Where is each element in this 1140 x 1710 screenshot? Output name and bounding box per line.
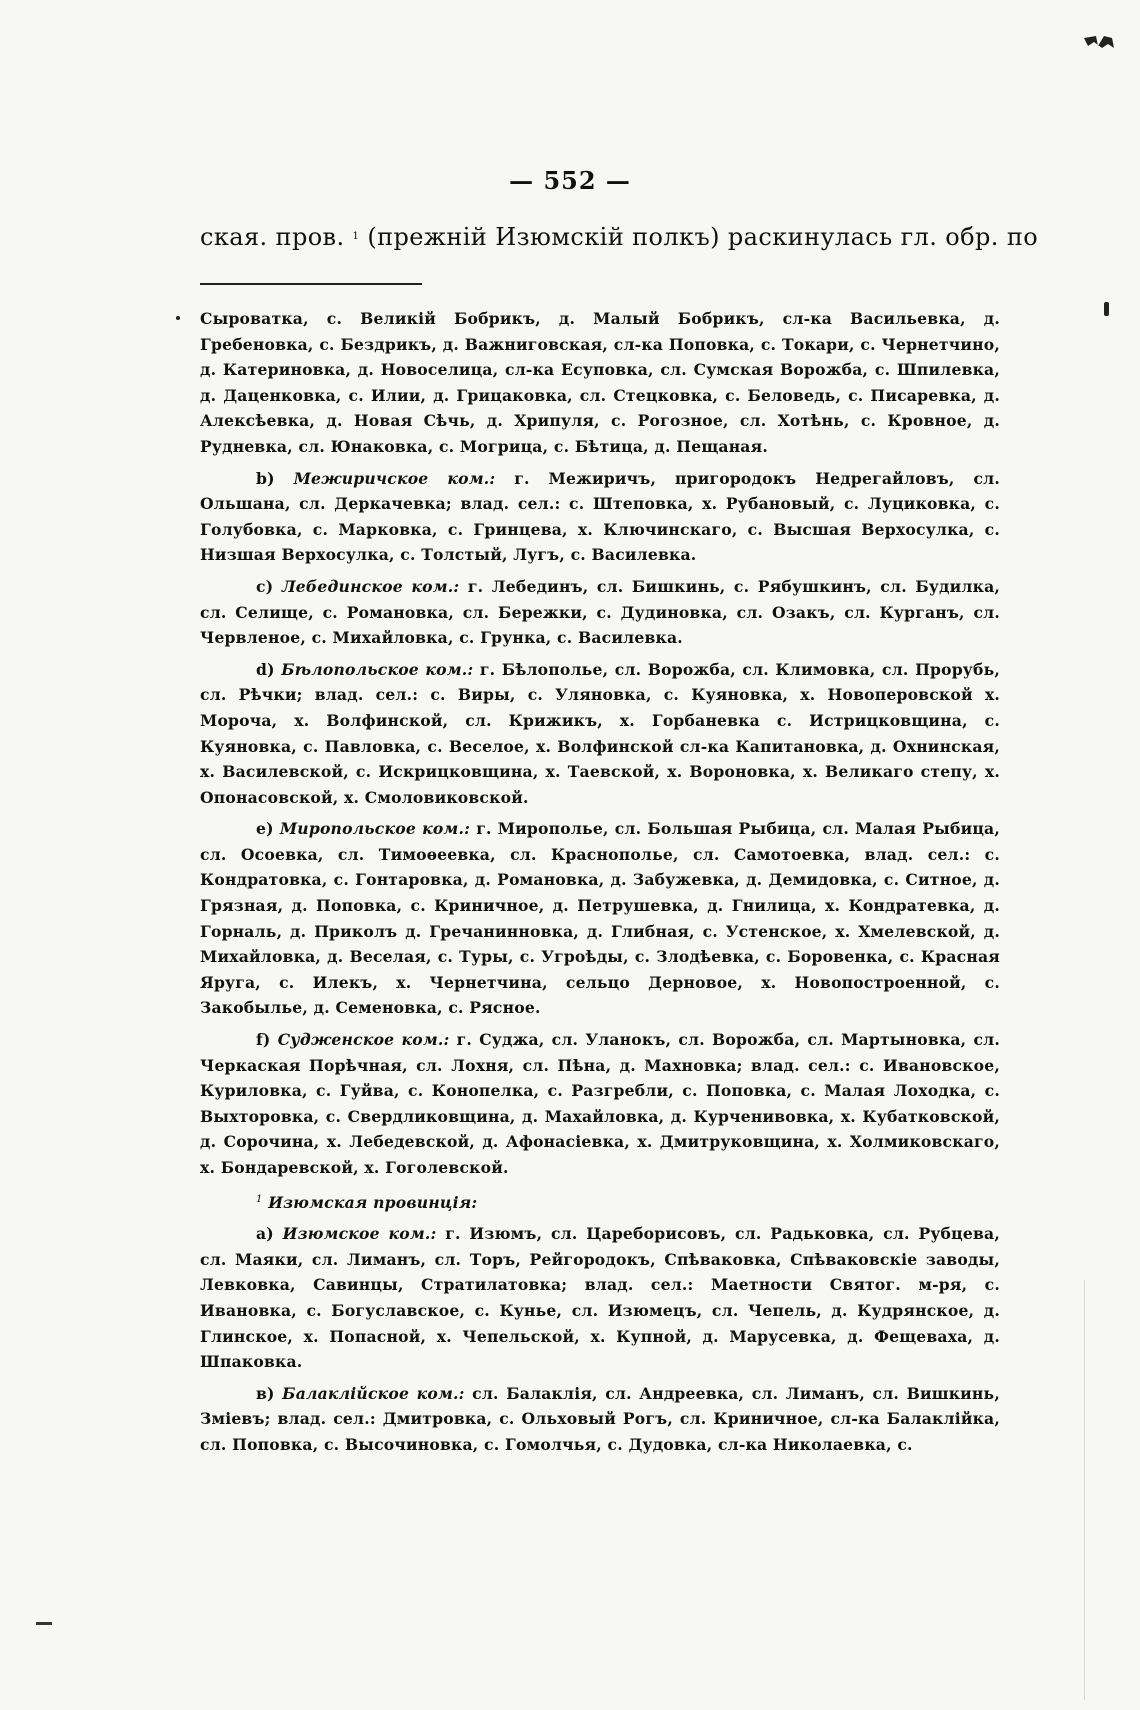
- entry-text: г. Изюмъ, сл. Цареборисовъ, сл. Радьковка, сл. Рубцева, сл. Маяки, сл. Лиманъ, сл. Торъ, Рейгородокъ, Спѣваковка, Спѣваковскіе заводы, Левковка, Савинцы, Стратилатовка; влад. сел.: Маетности Святог. м-ря, с. Ивановка, с. Богуславское, с. Кунье, сл. Изюмецъ, сл. Чепель, д. Кудрянское, д. Глинское, х. Попасной, х. Чепельской, х. Купной, д. Марусевка, д. Фещеваха, д. Шпаковка.: [200, 1224, 1000, 1372]
- footnote-marker: 1: [352, 231, 360, 242]
- entry-text: сл. Балаклія, сл. Андреевка, сл. Лиманъ, сл. Вишкинь, Зміевъ; влад. сел.: Дмитровка, с. Ольховый Рогъ, сл. Криничное, сл-ка Балаклійка, сл. Поповка, с. Высочиновка, с. Гомолчья, с. Дудовка, сл-ка Николаевка, с.: [200, 1383, 1000, 1454]
- entry-mark: с): [256, 576, 274, 596]
- entry-text: г. Мирополье, сл. Большая Рыбица, сл. Малая Рыбица, сл. Осоевка, сл. Тимоѳеевка, сл. Краснополье, сл. Самотоевка, влад. сел.: с. Кондратовка, с. Гонтаровка, д. Романовка, д. Забужевка, д. Демидовка, с. Ситное, д. Грязная, д. Поповка, с. Криничное, д. Петрушевка, д. Гнилица, х. Кондратевка, д. Горналь, д. Приколъ д. Гречанинновка, д. Глибная, с. Устенское, х. Хмелевской, д. Михайловка, д. Веселая, с. Туры, с. Угроѣды, с. Злодѣевка, с. Боровенка, с. Красная Яруга, с. Илекъ, х. Чернетчина, сельцо Дерновое, х. Новопостроенной, с. Закобылье, д. Семеновка, с. Рясное.: [200, 819, 1000, 1018]
- izium-province-heading: [200, 1187, 1000, 1216]
- footnote-entry-c: [200, 574, 1000, 651]
- body-text-before: ская. пров.: [200, 223, 345, 251]
- footnote-entry-e: [200, 816, 1000, 1021]
- entry-title: Миропольское ком.:: [279, 819, 471, 839]
- corner-ink-mark: [1082, 32, 1118, 50]
- entry-text: г. Бѣлополье, сл. Ворожба, сл. Климовка, сл. Прорубь, сл. Рѣчки; влад. сел.: с. Виры, с. Уляновка, с. Куяновка, х. Новоперовской х. Мороча, х. Волфинской, сл. Крижикъ, х. Горбаневка с. Истрицковщина, с. Куяновка, с. Павловка, с. Веселое, х. Волфинской сл-ка Капитановка, д. Охнинская, х. Василевской, с. Искрицковщина, х. Таевской, х. Вороновка, х. Великаго степу, х. Опонасовской, х. Смоловиковской.: [200, 659, 1000, 807]
- entry-mark: f): [256, 1030, 271, 1050]
- margin-tick: [1104, 302, 1109, 316]
- footnote-continuation: Сыроватка, с. Великій Бобрикъ, д. Малый Бобрикъ, сл-ка Васильевка, д. Гребеновка, с. Бездрикъ, д. Важниговская, сл-ка Поповка, с. Токари, с. Чернетчино, д. Катериновка, д. Новоселица, сл-ка Есуповка, сл. Сумская Ворожба, с. Шпилевка, д. Даценковка, с. Илии, д. Грицаковка, сл. Стецковка, с. Беловедь, с. Писаревка, д. Алексѣевка, д. Новая Сѣчь, д. Хрипуля, с. Рогозное, сл. Хотѣнь, с. Кровное, д. Рудневка, сл. Юнаковка, с. Могрица, с. Бѣтица, д. Пещаная.: [200, 309, 1000, 456]
- footnote-entry-b: [200, 466, 1000, 568]
- entry-title: Балаклійское ком.:: [282, 1383, 465, 1403]
- entry-title: Изюмское ком.:: [282, 1224, 437, 1244]
- body-text-after: (прежній Изюмскій полкъ) раскинулась гл. обр. по: [367, 223, 1039, 251]
- entry-title: Лебединское ком.:: [281, 576, 460, 596]
- scan-edge-line: [1084, 1280, 1085, 1700]
- body-text-line: [200, 222, 1039, 252]
- entry-mark: е): [256, 819, 274, 839]
- entry-title: Судженское ком.:: [277, 1030, 450, 1050]
- footnote-marker: 1: [256, 1193, 263, 1205]
- entry-text: г. Лебединъ, сл. Бишкинь, с. Рябушкинъ, сл. Будилка, сл. Селище, с. Романовка, сл. Бережки, с. Дудиновка, сл. Озакъ, сл. Курганъ, сл. Червленое, с. Михайловка, с. Грунка, с. Василевка.: [200, 576, 1000, 648]
- entry-text: г. Межиричъ, пригородокъ Недрегайловъ, сл. Ольшана, сл. Деркачевка; влад. сел.: с. Штеповка, х. Рубановый, с. Луциковка, с. Голубовка, с. Марковка, с. Гринцева, х. Ключинскаго, с. Высшая Верхосулка, с. Низшая Верхосулка, с. Толстый, Лугъ, с. Василевка.: [200, 468, 1000, 565]
- footnotes: [200, 306, 1000, 1458]
- entry-title: Бѣлопольское ком.:: [281, 659, 474, 679]
- entry-mark: d): [256, 659, 275, 679]
- margin-dot: [176, 316, 180, 320]
- entry-text: г. Суджа, сл. Уланокъ, сл. Ворожба, сл. Мартыновка, сл. Черкаская Порѣчная, сл. Лохня, сл. Пѣна, д. Махновка; влад. сел.: с. Ивановское, Куриловка, с. Гуйва, с. Конопелка, с. Разгребли, с. Поповка, с. Малая Лоходка, с. Выхторовка, с. Свердликовщина, д. Махайловка, д. Курченивовка, х. Кубатковской, д. Сорочина, х. Лебедевской, д. Афонасiевка, х. Дмитруковщина, х. Холмиковскаго, х. Бондаревской, х. Гоголевской.: [200, 1030, 1000, 1177]
- footnote-entry-f: [200, 1027, 1000, 1181]
- footnote-rule: [200, 283, 422, 285]
- entry-mark: b): [256, 468, 275, 488]
- entry-title: Межиричское ком.:: [293, 468, 496, 488]
- footnote-entry-v: [200, 1381, 1000, 1458]
- entry-mark: в): [256, 1383, 275, 1403]
- footnote-entry-d: [200, 657, 1000, 811]
- heading-title: Изюмская провинція:: [268, 1192, 478, 1212]
- margin-dash: [36, 1622, 52, 1625]
- footnote-entry-a: [200, 1221, 1000, 1375]
- entry-mark: а): [256, 1224, 274, 1244]
- page-number: — 552 —: [509, 166, 631, 195]
